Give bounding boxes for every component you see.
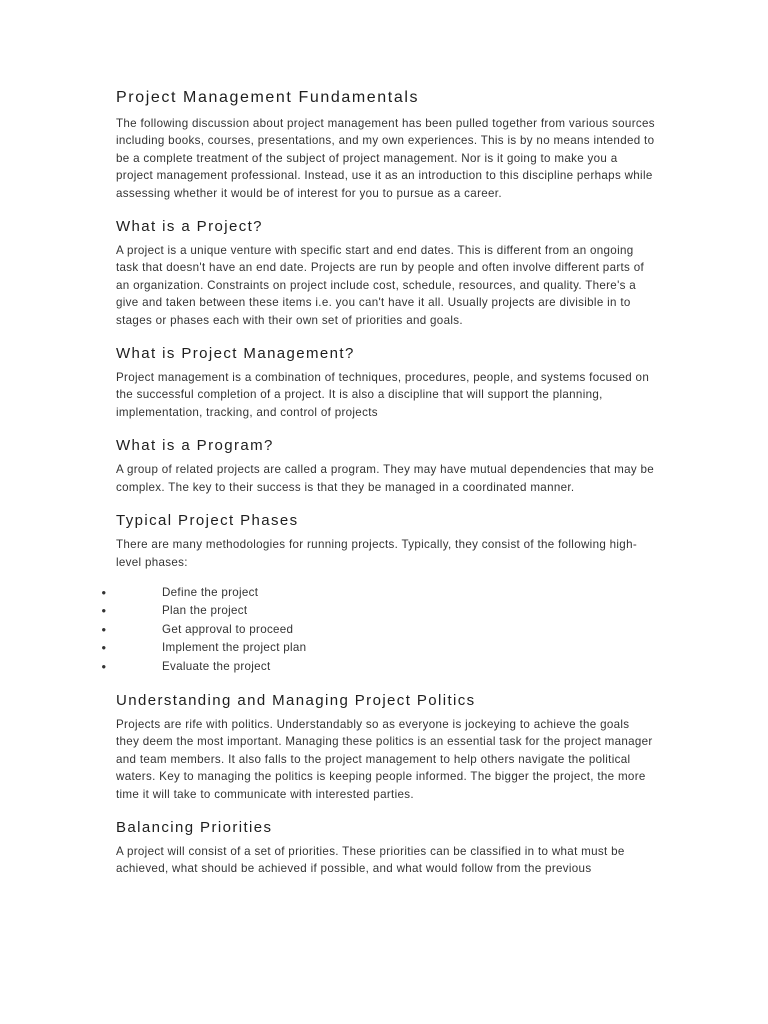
bullet-icon: ●	[101, 661, 107, 671]
list-item-text: Define the project	[162, 585, 259, 599]
section-project-politics	[116, 692, 656, 803]
list-item	[101, 584, 656, 602]
intro-paragraph: The following discussion about project management has been pulled together from various sources including books, courses, presentations, and my own experiences. This is by no means intended to be a complete treatment of the subject of project management. Nor is it going to make you a project management professional. Instead, use it as an introduction to this discipline perhaps while assessing whether it would be of interest for you to pursue as a career.	[116, 117, 655, 200]
section-body: There are many methodologies for running projects. Typically, they consist of the following high-level phases:	[116, 538, 638, 569]
section-body: Projects are rife with politics. Understandably so as everyone is jockeying to achieve the goals they deem the most important. Managing these politics is an essential task for the project manager and team members. It also falls to the project management to help others navigate the political waters. Key to managing the politics is keeping people informed. The bigger the project, the more time it will take to communicate with interested parties.	[116, 717, 653, 801]
document-page	[101, 88, 656, 878]
list-item-text: Implement the project plan	[162, 641, 307, 655]
section-typical-project-phases	[101, 512, 656, 676]
section-body: A project will consist of a set of priorities. These priorities can be classified in to what must be achieved, what should be achieved if possible, and what would follow from the previous	[116, 844, 625, 876]
list-item-text: Plan the project	[162, 604, 248, 618]
bullet-icon: ●	[101, 643, 107, 653]
section-heading: What is Project Management?	[116, 345, 355, 363]
bullet-icon: ●	[101, 606, 107, 616]
phase-list	[101, 584, 656, 676]
section-heading: What is a Project?	[116, 218, 263, 236]
section-body: A group of related projects are called a program. They may have mutual dependencies that may be complex. The key to their success is that they be managed in a coordinated manner.	[116, 463, 655, 494]
section-what-is-a-program	[116, 437, 656, 496]
section-body: A project is a unique venture with specific start and end dates. This is different from an ongoing task that doesn't have an end date. Projects are run by people and often involve different parts of an organization. Constraints on project include cost, schedule, resources, and quality. There's a give and taken between these items i.e. you can't have it all. Usually projects are divisible in to stages or phases each with their own set of priorities and goals.	[116, 244, 645, 327]
section-heading: Balancing Priorities	[116, 818, 273, 836]
section-heading: Typical Project Phases	[116, 512, 299, 530]
list-item	[101, 658, 656, 676]
list-item	[101, 639, 656, 657]
list-item-text: Evaluate the project	[162, 659, 271, 673]
section-what-is-project-management	[116, 345, 656, 421]
section-body: Project management is a combination of techniques, procedures, people, and systems focused on the successful completion of a project. It is also a discipline that will support the planning, implementation, tracking, and control of projects	[116, 371, 650, 419]
section-what-is-a-project	[116, 218, 656, 329]
bullet-icon: ●	[101, 624, 107, 634]
document-title: Project Management Fundamentals	[116, 89, 420, 106]
list-item	[101, 602, 656, 620]
section-balancing-priorities	[116, 819, 656, 878]
list-item	[101, 621, 656, 639]
section-heading: What is a Program?	[116, 437, 274, 455]
section-heading: Understanding and Managing Project Politics	[116, 691, 476, 709]
bullet-icon: ●	[101, 587, 107, 597]
list-item-text: Get approval to proceed	[162, 622, 294, 636]
